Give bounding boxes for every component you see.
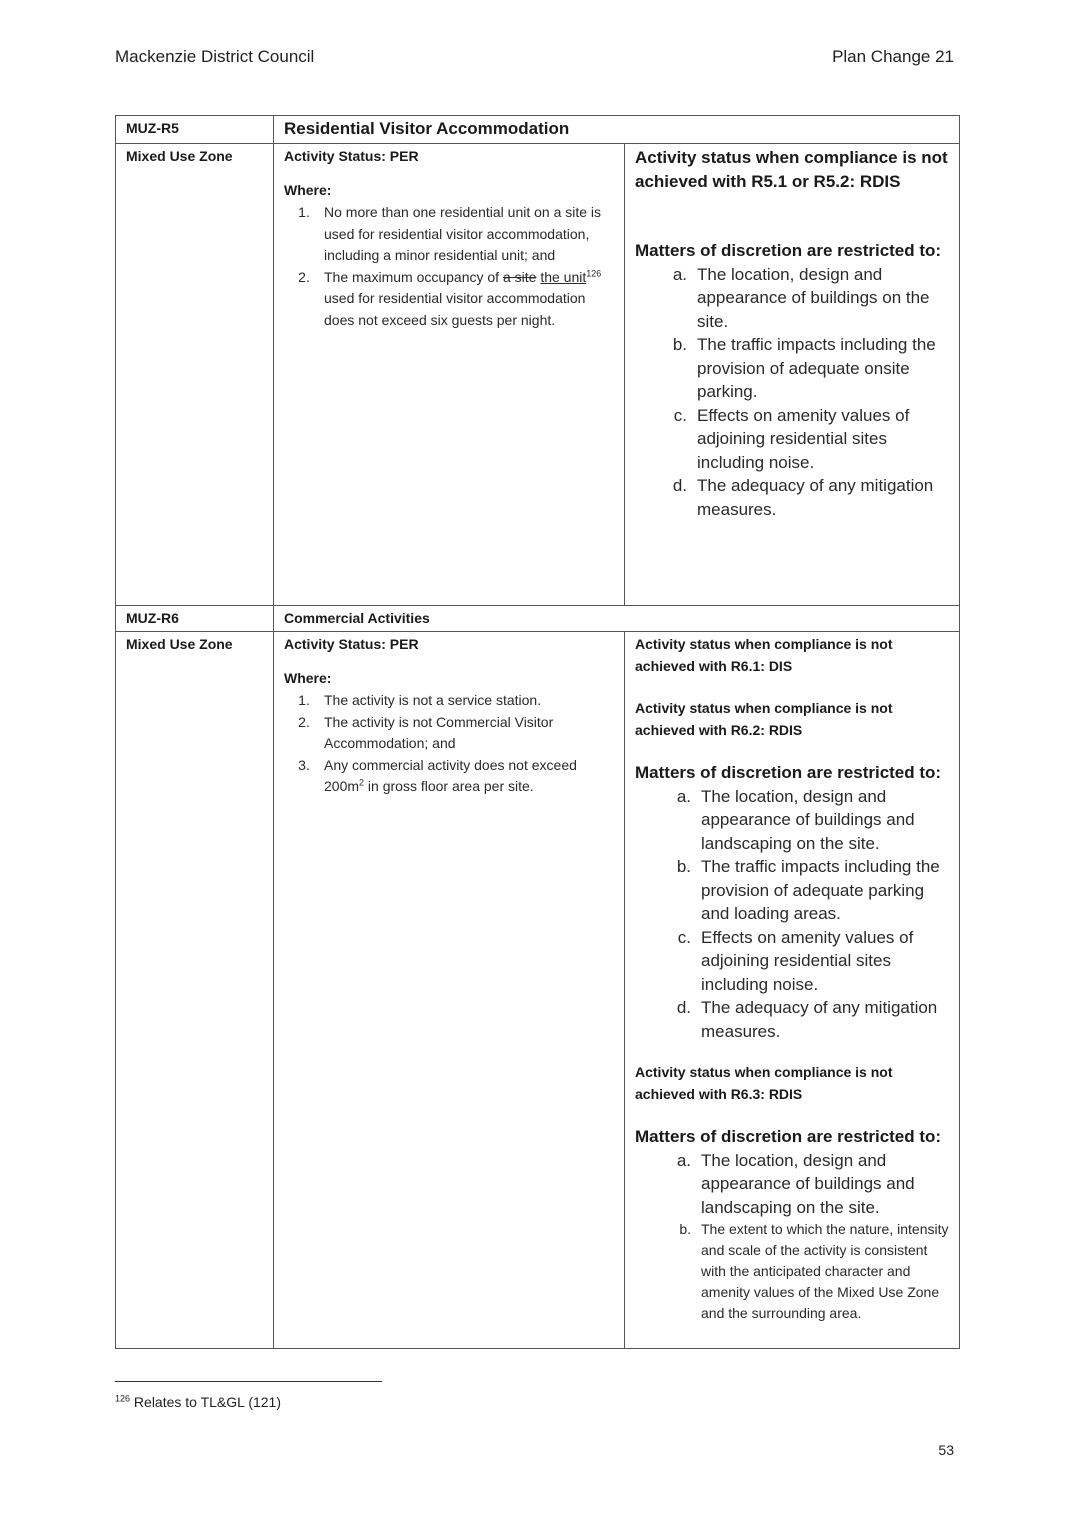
condition-item: 3. Any commercial activity does not exceed $200m^2$ in gross floor area per site. [298, 756, 577, 794]
zone-name: Mixed Use Zone [116, 144, 274, 606]
conditions-cell [274, 144, 625, 606]
matter-item: c. Effects on amenity values of adjoining residential sites including noise. [673, 405, 910, 472]
conditions-cell [274, 632, 625, 1349]
matters-heading: Matters of discretion are restricted to: [635, 241, 942, 260]
footnote-text: Relates to TL&GL (121) [130, 1394, 281, 1410]
matter-item: d. The adequacy of any mitigation measures. [676, 998, 938, 1041]
condition-item: 1. No more than one residential unit on a site is used for residential visitor accommodation, including a minor residential unit; and [298, 204, 602, 263]
zone-name: Mixed Use Zone [116, 632, 274, 1349]
conditions-list [284, 690, 614, 798]
rule-body-row [116, 144, 960, 606]
matters-heading: Matters of discretion are restricted to: [635, 763, 942, 782]
where-label: Where: [284, 182, 332, 198]
activity-status: Activity Status: PER [284, 148, 419, 164]
compliance-statement: Activity status when compliance is not achieved with R5.1 or R5.2: RDIS [635, 148, 948, 191]
compliance-statement: Activity status when compliance is not achieved with R6.3: RDIS [635, 1064, 893, 1102]
condition-item: 2. The maximum occupancy of a site the unit$^{126}$ used for residential visitor accommodation does not exceed six guests per night. [298, 267, 602, 328]
footnote-separator [115, 1381, 382, 1382]
rules-table [115, 115, 960, 1349]
footnote-number: 126 [115, 1393, 131, 1404]
matter-item: b. The extent to which the nature, intensity and scale of the activity is consistent with the anticipated character and amenity values of the Mixed Use Zone and the surrounding area. [679, 1221, 949, 1321]
compliance-statement: Activity status when compliance is not achieved with R6.1: DIS [635, 636, 893, 674]
deleted-text: a site [502, 268, 537, 285]
condition-item: 1. The activity is not a service station. [298, 692, 542, 708]
matter-item: b. The traffic impacts including the provision of adequate onsite parking. [672, 335, 936, 401]
matters-list [635, 1149, 949, 1325]
rule-title: Residential Visitor Accommodation [274, 116, 960, 144]
condition-item: 2. The activity is not Commercial Visitor Accommodation; and [298, 713, 554, 751]
matter-item: a. The location, design and appearance of buildings on the site. [672, 264, 930, 331]
rule-title: Commercial Activities [274, 606, 960, 632]
matters-heading: Matters of discretion are restricted to: [635, 1127, 942, 1146]
inserted-text: the unit [540, 268, 587, 285]
footnote [115, 1394, 281, 1410]
matters-list [635, 785, 949, 1044]
matter-item: c. Effects on amenity values of adjoining residential sites including noise. [677, 927, 914, 994]
rule-title-row [116, 606, 960, 632]
rule-body-row [116, 632, 960, 1349]
matter-item: a. The location, design and appearance of buildings and landscaping on the site. [676, 786, 915, 853]
matter-item: d. The adequacy of any mitigation measures. [672, 476, 934, 519]
matter-item: a. The location, design and appearance of buildings and landscaping on the site. [676, 1150, 915, 1217]
rule-code: MUZ-R5 [116, 116, 274, 144]
rule-code: MUZ-R6 [116, 606, 274, 632]
discretion-cell [625, 632, 960, 1349]
where-label: Where: [284, 670, 332, 686]
matters-list [635, 263, 949, 522]
matter-item: b. The traffic impacts including the provision of adequate parking and loading areas. [676, 857, 940, 923]
conditions-list [284, 202, 614, 331]
footnote-ref: 126 [586, 267, 602, 278]
page-number: 53 [938, 1442, 954, 1458]
discretion-cell [625, 144, 960, 606]
header-plan-change: Plan Change 21 [832, 47, 954, 66]
compliance-statement: Activity status when compliance is not achieved with R6.2: RDIS [635, 700, 893, 738]
header-council-name: Mackenzie District Council [115, 47, 315, 66]
activity-status: Activity Status: PER [284, 636, 419, 652]
rule-title-row [116, 116, 960, 144]
